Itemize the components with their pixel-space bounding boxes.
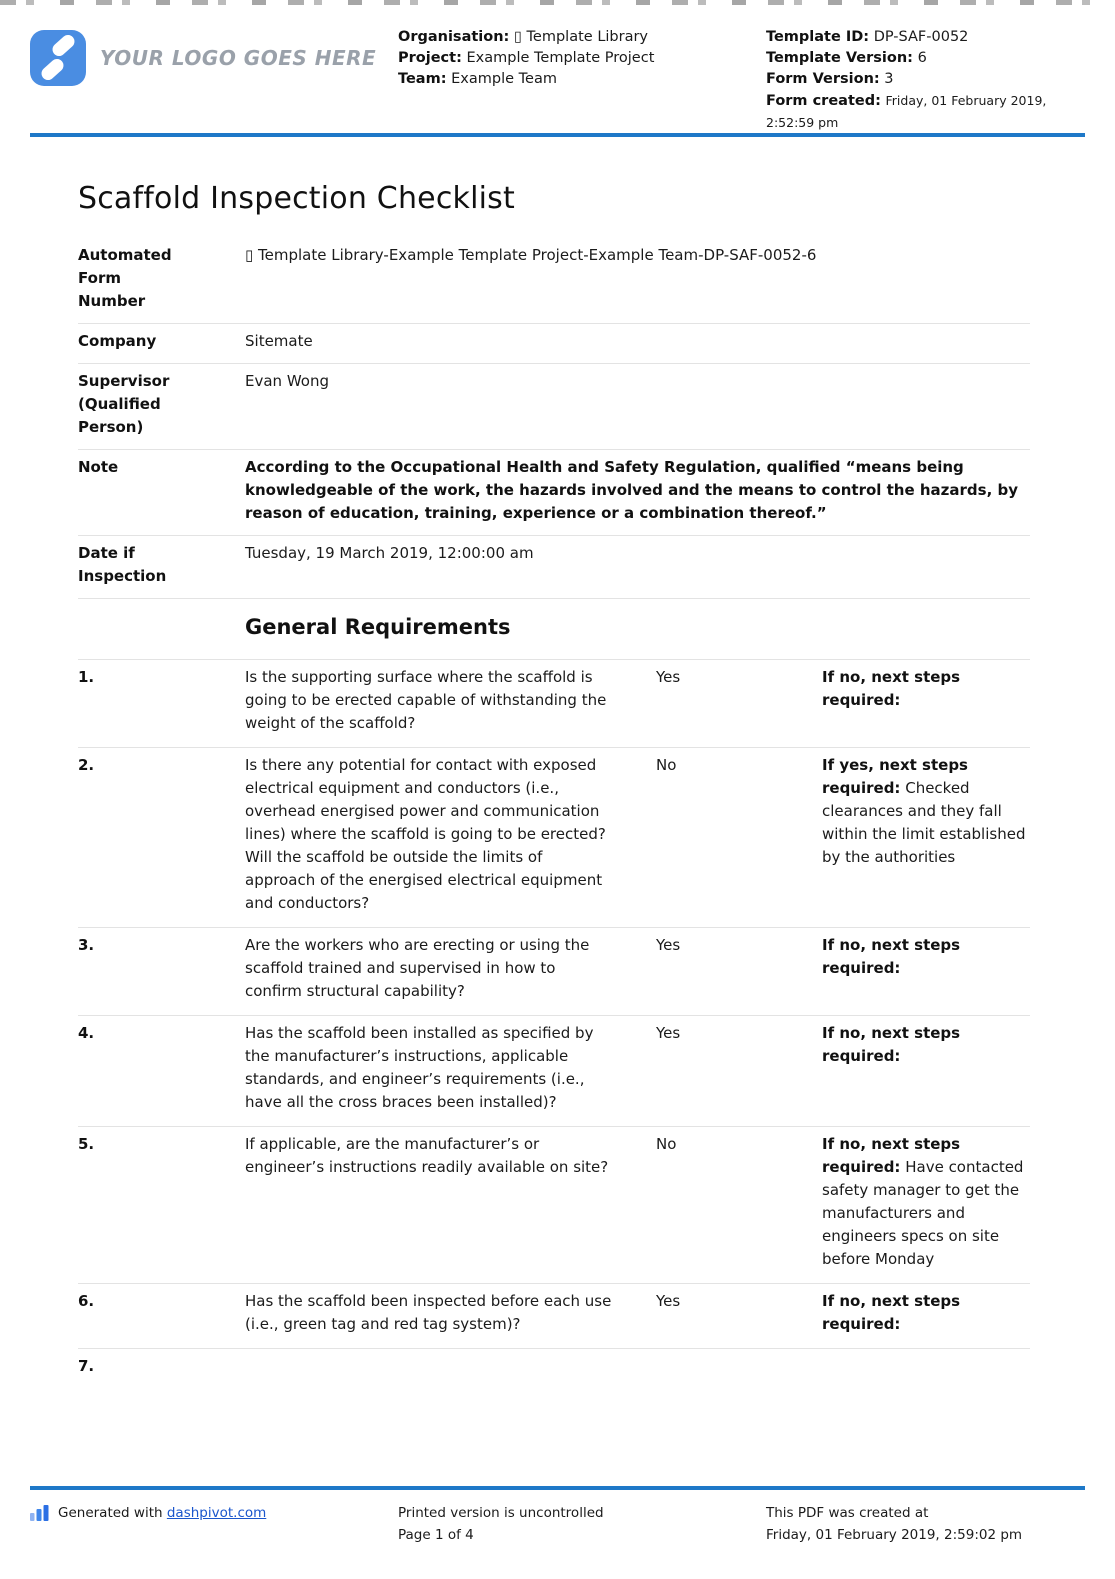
logo-block xyxy=(30,30,376,86)
item-answer xyxy=(656,1355,822,1378)
item-question: Has the scaffold been inspected before each use (i.e., green tag and red tag system)? xyxy=(245,1292,612,1333)
bar-chart-icon xyxy=(30,1504,49,1523)
item-next-steps xyxy=(822,1355,1030,1378)
item-question: Is the supporting surface where the scaffold is going to be erected capable of withstanding the weight of the scaffold? xyxy=(245,668,607,732)
document-footer xyxy=(30,1486,1085,1554)
item-number: 2. xyxy=(78,756,95,774)
item-question: Has the scaffold been installed as specified by the manufacturer’s instructions, applicable standards, and engineer’s requirements (i.e., have all the cross braces been installed)? xyxy=(245,1024,594,1111)
form-row-supervisor xyxy=(78,364,1030,450)
field-label: Supervisor (Qualified Person) xyxy=(78,372,170,436)
item-next-steps: If yes, next steps required: Checked clearances and they fall within the limit established by the authorities xyxy=(822,756,1026,866)
checklist-row-6 xyxy=(78,1284,1030,1349)
pdf-created-label: This PDF was created at xyxy=(766,1505,929,1521)
footer-created-info xyxy=(766,1502,1022,1546)
pdf-created-timestamp: Friday, 01 February 2019, 2:59:02 pm xyxy=(766,1527,1023,1543)
organisation-line: Organisation: ▯ Template Library xyxy=(398,29,649,45)
item-next-steps: If no, next steps required: Have contacted safety manager to get the manufacturers and engineers specs on site before Monday xyxy=(822,1135,1024,1268)
item-next-steps: If no, next steps required: xyxy=(822,668,961,709)
document-body xyxy=(78,181,1030,1390)
form-row-inspection-date xyxy=(78,536,1030,599)
form-row-company xyxy=(78,324,1030,364)
generated-with-text: Generated with xyxy=(58,1505,163,1521)
form-created-line: Form created: Friday, 01 February 2019, 2:52:59 pm xyxy=(766,93,1047,130)
item-answer: Yes xyxy=(656,668,681,686)
field-value: Tuesday, 19 March 2019, 12:00:00 am xyxy=(245,544,534,562)
page-title: Scaffold Inspection Checklist xyxy=(78,181,515,216)
project-line: Project: Example Template Project xyxy=(398,50,655,66)
footer-columns xyxy=(30,1502,1085,1554)
header-meta-column xyxy=(766,27,1066,134)
checklist-row-7 xyxy=(78,1349,1030,1390)
uncontrolled-notice: Printed version is uncontrolled xyxy=(398,1505,604,1521)
checklist-row-2 xyxy=(78,748,1030,928)
header-divider xyxy=(30,133,1085,137)
item-number: 6. xyxy=(78,1292,95,1310)
footer-page-info xyxy=(398,1502,604,1546)
document-header xyxy=(0,0,1115,137)
item-next-steps: If no, next steps required: xyxy=(822,1024,961,1065)
field-value: Sitemate xyxy=(245,332,313,350)
section-heading-row xyxy=(78,599,1030,659)
item-number: 4. xyxy=(78,1024,95,1042)
field-value: ▯ Template Library-Example Template Project-Example Team-DP-SAF-0052-6 xyxy=(245,246,817,264)
team-line: Team: Example Team xyxy=(398,71,557,87)
company-logo-icon xyxy=(30,30,86,86)
form-row-note xyxy=(78,450,1030,536)
checklist-table xyxy=(78,659,1030,1390)
field-label: Automated Form Number xyxy=(78,246,172,310)
field-label: Note xyxy=(78,458,119,476)
item-number: 1. xyxy=(78,668,95,686)
item-answer: Yes xyxy=(656,1292,681,1310)
logo-placeholder-text: YOUR LOGO GOES HERE xyxy=(100,46,377,70)
form-version-line: Form Version: 3 xyxy=(766,71,894,87)
form-row-automated-number xyxy=(78,238,1030,324)
section-title: General Requirements xyxy=(245,615,511,639)
item-answer: No xyxy=(656,1135,677,1153)
item-question: If applicable, are the manufacturer’s or engineer’s instructions readily available on site? xyxy=(245,1135,609,1176)
checklist-row-4 xyxy=(78,1016,1030,1127)
field-label: Company xyxy=(78,332,157,350)
checklist-row-5 xyxy=(78,1127,1030,1284)
checklist-row-1 xyxy=(78,660,1030,748)
item-next-steps: If no, next steps required: xyxy=(822,936,961,977)
item-number: 7. xyxy=(78,1357,95,1375)
item-question xyxy=(245,1355,656,1378)
form-fields-table xyxy=(78,238,1030,599)
field-label: Date if Inspection xyxy=(78,544,167,585)
item-answer: Yes xyxy=(656,936,681,954)
header-org-column xyxy=(398,27,748,90)
template-id-line: Template ID: DP-SAF-0052 xyxy=(766,29,969,45)
checklist-row-3 xyxy=(78,928,1030,1016)
footer-divider xyxy=(30,1486,1085,1490)
field-value: Evan Wong xyxy=(245,372,329,390)
page-number: Page 1 of 4 xyxy=(398,1527,474,1543)
item-question: Is there any potential for contact with exposed electrical equipment and conductors (i.e., overhead energised power and communication lines) where the scaffold is going to be erected? Will the scaffold be outside the limits of approach of the energised electrical equipment and conductors? xyxy=(245,756,606,912)
template-version-line: Template Version: 6 xyxy=(766,50,927,66)
item-next-steps: If no, next steps required: xyxy=(822,1292,961,1333)
field-value: According to the Occupational Health and Safety Regulation, qualified “means being knowledgeable of the work, the hazards involved and the means to control the hazards, by reason of education, training, experience or a combination thereof.” xyxy=(245,458,1019,522)
item-number: 5. xyxy=(78,1135,95,1153)
item-answer: Yes xyxy=(656,1024,681,1042)
item-number: 3. xyxy=(78,936,95,954)
item-question: Are the workers who are erecting or using the scaffold trained and supervised in how to confirm structural capability? xyxy=(245,936,590,1000)
item-answer: No xyxy=(656,756,677,774)
dashpivot-link[interactable]: dashpivot.com xyxy=(166,1505,267,1521)
footer-generated xyxy=(30,1502,266,1524)
